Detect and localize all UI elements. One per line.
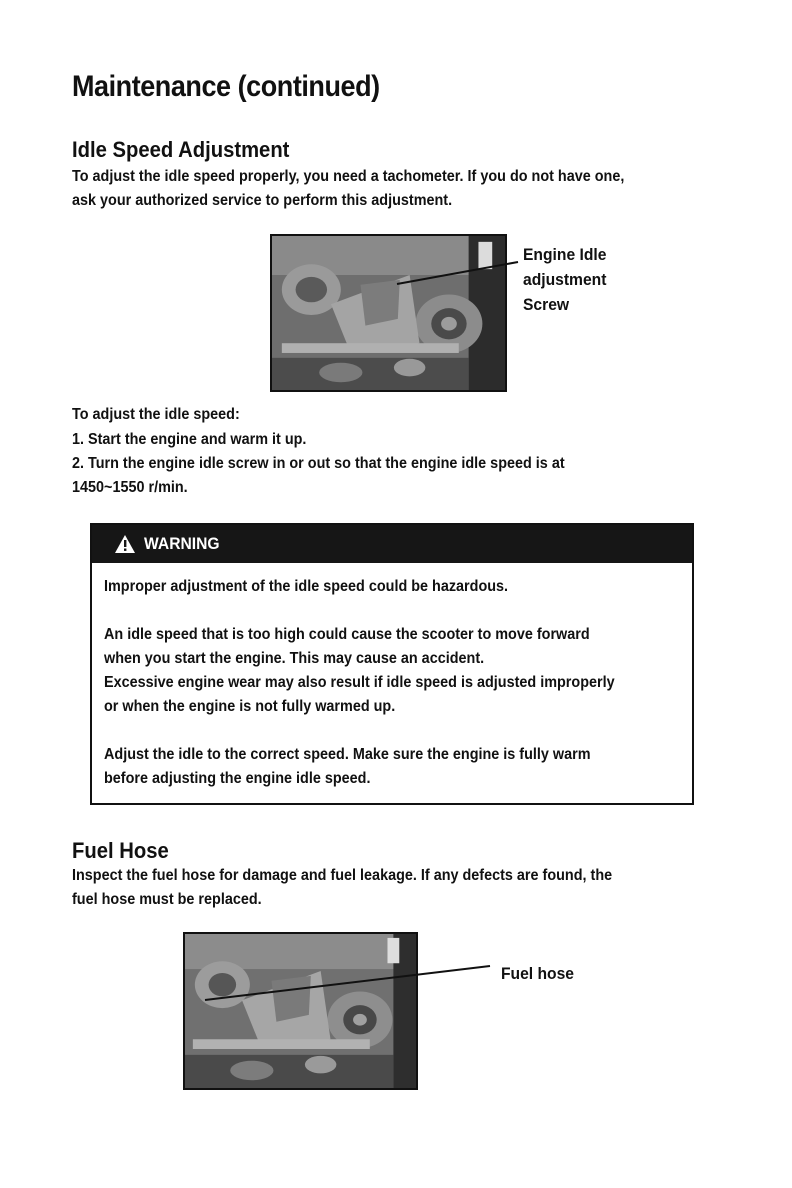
warning-header	[92, 525, 692, 563]
warning-line-1: Improper adjustment of the idle speed could be hazardous.	[104, 578, 509, 595]
warning-line-6: Adjust the idle to the correct speed. Make sure the engine is fully warm	[104, 746, 591, 763]
warning-line-4: Excessive engine wear may also result if idle speed is adjusted improperly	[104, 674, 615, 691]
callout-line-3: Screw	[523, 295, 570, 314]
warning-line-3: when you start the engine. This may cause an accident.	[104, 650, 485, 667]
steps-intro: To adjust the idle speed:	[72, 406, 240, 423]
engine-idle-photo	[270, 234, 507, 392]
step-1: 1. Start the engine and warm it up.	[72, 431, 307, 448]
fuel-intro-line-1: Inspect the fuel hose for damage and fuel leakage. If any defects are found, the	[72, 867, 613, 884]
warning-line-7: before adjusting the engine idle speed.	[104, 770, 371, 787]
step-2: 2. Turn the engine idle screw in or out so that the engine idle speed is at	[72, 455, 565, 472]
fuel-intro-line-2: fuel hose must be replaced.	[72, 891, 262, 908]
idle-intro-line-1: To adjust the idle speed properly, you need a tachometer. If you do not have one,	[72, 168, 625, 185]
warning-line-2: An idle speed that is too high could cause the scooter to move forward	[104, 626, 590, 643]
warning-line-5: or when the engine is not fully warmed up.	[104, 698, 396, 715]
engine-photo-drawing	[272, 236, 505, 390]
warning-box	[90, 523, 694, 805]
fuel-hose-photo	[183, 932, 418, 1090]
idle-speed-heading: Idle Speed Adjustment	[72, 137, 290, 162]
page-title: Maintenance (continued)	[72, 70, 380, 103]
fuel-hose-heading: Fuel Hose	[72, 838, 169, 863]
engine-idle-callout	[523, 242, 606, 317]
warning-body	[92, 563, 692, 791]
warning-label: WARNING	[144, 534, 220, 553]
callout-line-2: adjustment	[523, 270, 607, 289]
fuel-photo-drawing	[185, 934, 416, 1088]
callout-line-1: Engine Idle	[523, 245, 607, 264]
warning-triangle-icon	[114, 534, 136, 554]
step-2-continued: 1450~1550 r/min.	[72, 479, 188, 496]
idle-intro-line-2: ask your authorized service to perform this adjustment.	[72, 192, 453, 209]
fuel-hose-callout: Fuel hose	[501, 964, 575, 983]
